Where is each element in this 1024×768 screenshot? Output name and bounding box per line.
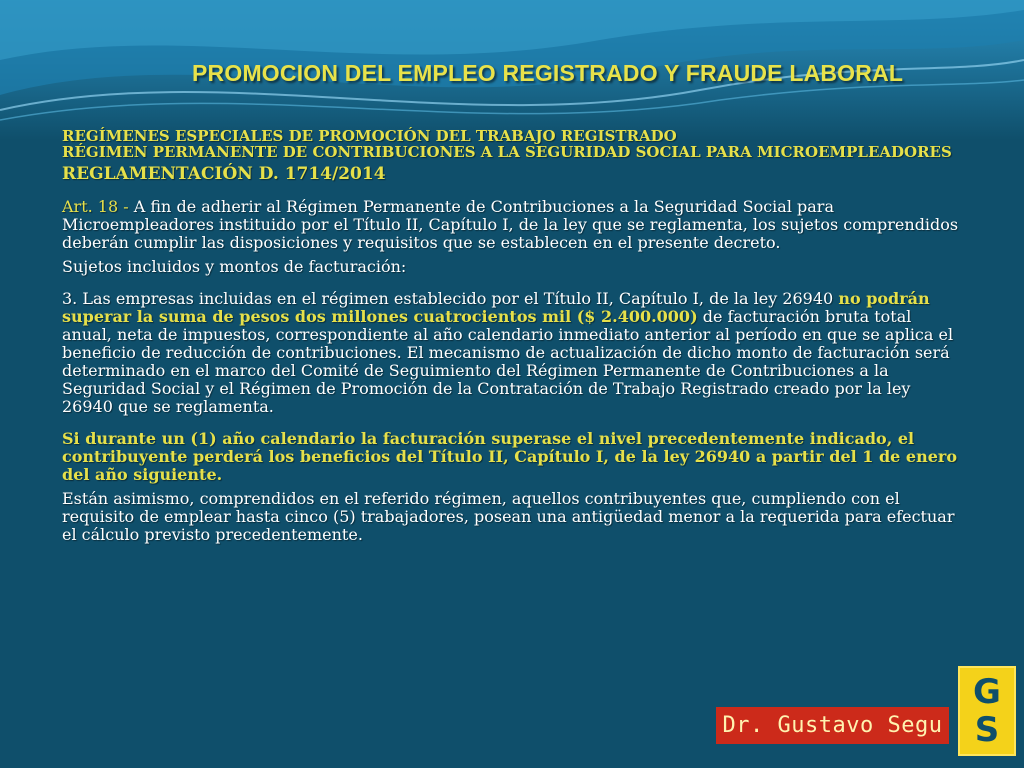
final-paragraph: Están asimismo, comprendidos en el referido régimen, aquellos contribuyentes que, cumpliendo con el requisito de emplear hasta cinco (5) trabajadores, posean una antigüedad menor a la requerida para efectuar el cálculo previsto precedentemente. — [62, 489, 955, 544]
article-18 — [62, 198, 962, 252]
header-line-2: RÉGIMEN PERMANENTE DE CONTRIBUCIONES A LA SEGURIDAD SOCIAL PARA MICROEMPLEADORES — [62, 143, 952, 161]
header-line-3: REGLAMENTACIÓN D. 1714/2014 — [62, 164, 386, 184]
logo-letter-s: S — [974, 710, 1000, 750]
signature-badge: Dr. Gustavo Segu — [716, 707, 949, 744]
logo-letter-g: G — [973, 672, 1001, 712]
item-3-highlight: no podrán superar la suma de pesos dos millones cuatrocientos mil ($ 2.400.000) — [62, 289, 930, 326]
article-18-label: Art. 18 - — [62, 197, 129, 216]
slide-title: PROMOCION DEL EMPLEO REGISTRADO Y FRAUDE LABORAL — [192, 60, 904, 86]
item-3-before: 3. Las empresas incluidas en el régimen establecido por el Título II, Capítulo I, de la ley 26940 — [62, 289, 839, 308]
highlight-paragraph: Si durante un (1) año calendario la facturación superase el nivel precedentemente indicado, el contribuyente perderá los beneficios del Título II, Capítulo I, de la ley 26940 a partir del 1 de enero del año siguiente. — [62, 429, 957, 484]
item-3 — [62, 290, 962, 416]
slide-content — [62, 128, 962, 544]
article-18-text: A fin de adherir al Régimen Permanente de Contribuciones a la Seguridad Social para Microempleadores instituido por el Título II, Capítulo I, de la ley que se reglamenta, los sujetos comprendidos deberán cumplir las disposiciones y requisitos que se establecen en el presente decreto. — [62, 197, 959, 252]
item-3-after: de facturación bruta total anual, neta de impuestos, correspondiente al año calendario inmediato anterior al período en que se aplica el beneficio de reducción de contribuciones. El mecanismo de actualización de dicho monto de facturación será determinado en el marco del Comité de Seguimiento del Régimen Permanente de Contribuciones a la Seguridad Social y el Régimen de Promoción de la Contratación de Trabajo Registrado creado por la ley 26940 que se reglamenta. — [62, 307, 954, 416]
subjects-heading: Sujetos incluidos y montos de facturación: — [62, 257, 407, 276]
header-line-1: REGÍMENES ESPECIALES DE PROMOCIÓN DEL TRABAJO REGISTRADO — [62, 127, 677, 145]
gs-logo — [958, 666, 1016, 756]
